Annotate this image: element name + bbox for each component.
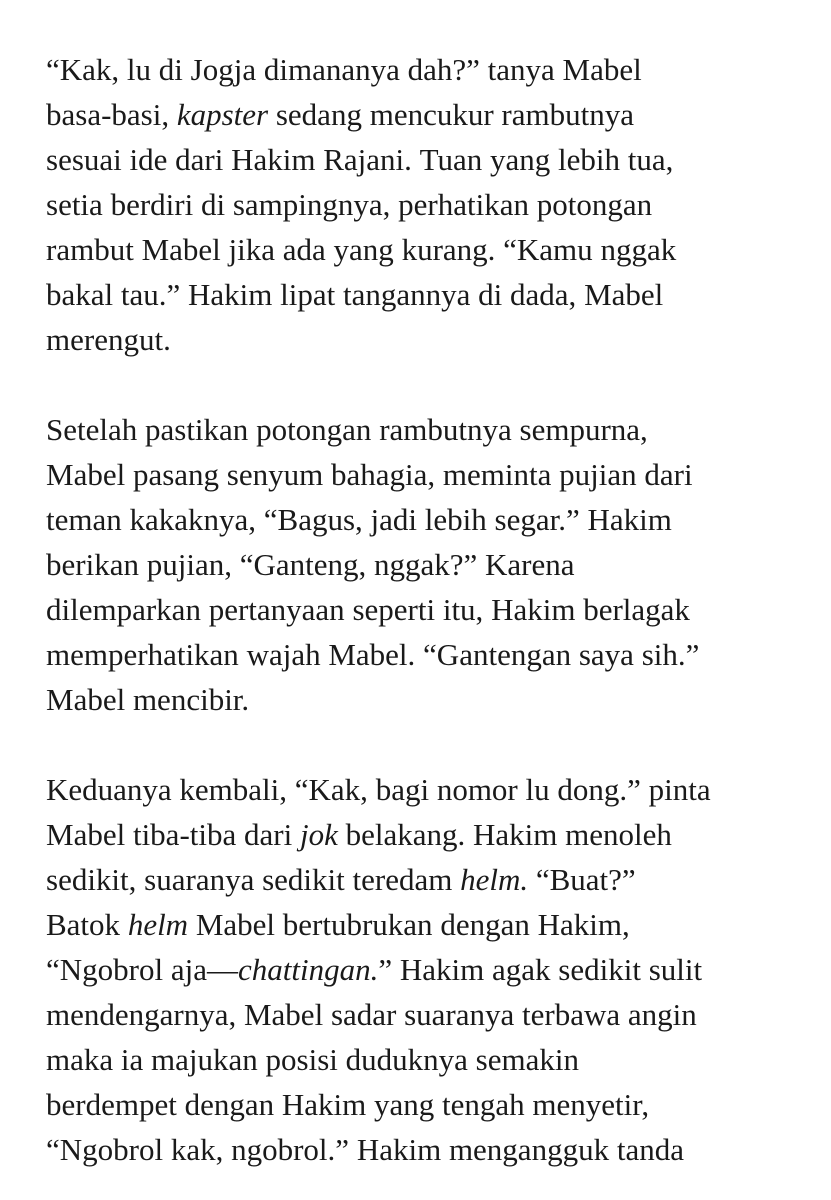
word: Mabel — [243, 997, 324, 1032]
word: dong.” — [557, 772, 641, 807]
word-space — [223, 1127, 231, 1172]
word: pertanyaan — [208, 592, 345, 627]
word-space — [239, 632, 247, 677]
word: sempurna, — [519, 412, 648, 447]
word: ada — [282, 232, 326, 267]
word: Jogja — [190, 52, 257, 87]
word: pujian — [559, 457, 637, 492]
word: suaranya — [404, 997, 515, 1032]
word-space — [366, 1082, 374, 1127]
word: meminta — [442, 457, 552, 492]
word: Hakim, — [537, 907, 630, 942]
word-space — [512, 407, 520, 452]
word-space — [177, 1082, 185, 1127]
word-space — [221, 227, 229, 272]
word-space — [274, 1082, 282, 1127]
word: aja— — [170, 952, 238, 987]
word-space — [275, 227, 283, 272]
word-space — [529, 182, 537, 227]
word: lebih — [558, 142, 621, 177]
text-line — [46, 227, 764, 272]
word: basa-basi, — [46, 97, 170, 132]
text-line — [46, 137, 764, 182]
italic-term: helm. — [460, 862, 529, 897]
word-space — [441, 1127, 449, 1172]
word-space — [484, 947, 492, 992]
paragraph — [46, 767, 764, 1172]
word: mengangguk — [448, 1132, 610, 1167]
word-space — [392, 947, 400, 992]
word-space — [495, 227, 503, 272]
word: pinta — [648, 772, 711, 807]
word: setia — [46, 187, 103, 222]
word-space — [323, 992, 331, 1037]
word: “Ganteng, — [239, 547, 367, 582]
word: bagi — [375, 772, 430, 807]
word: “Bagus, — [263, 502, 363, 537]
text-line — [46, 1082, 764, 1127]
word: kakaknya, — [129, 502, 257, 537]
word-space — [272, 272, 280, 317]
word-space — [482, 137, 490, 182]
word-space — [125, 452, 133, 497]
word: bertubrukan — [282, 907, 433, 942]
word-space — [530, 902, 538, 947]
word-space — [528, 857, 536, 902]
word-space — [483, 587, 491, 632]
word: sedikit, — [46, 862, 137, 897]
text-line — [46, 452, 764, 497]
text-line — [46, 767, 764, 812]
text-run: Mabel mencibir. — [46, 682, 250, 717]
text-line — [46, 1037, 764, 1082]
word: kembali, — [179, 772, 288, 807]
word: lebih — [424, 502, 487, 537]
word: nomor — [436, 772, 518, 807]
word: majukan — [151, 1042, 258, 1077]
word-space — [137, 407, 145, 452]
word-space — [201, 587, 209, 632]
word-space — [576, 272, 584, 317]
word-space — [396, 992, 404, 1037]
word: ide — [129, 142, 168, 177]
word: di — [200, 187, 226, 222]
word: memperhatikan — [46, 637, 239, 672]
word-space — [323, 452, 331, 497]
word: lu — [126, 52, 152, 87]
word: Batok — [46, 907, 121, 942]
text-line — [46, 182, 764, 227]
word: sedikit — [262, 862, 345, 897]
word-space — [362, 92, 370, 137]
word: sampingnya, — [232, 187, 391, 222]
word: “Ngobrol — [46, 1132, 164, 1167]
text-run: merengut. — [46, 322, 171, 357]
word-space — [163, 947, 171, 992]
word: “Buat?” — [535, 862, 636, 897]
word: maka — [46, 1042, 114, 1077]
word: sesuai — [46, 142, 122, 177]
word: duduknya — [345, 1042, 468, 1077]
word-space — [641, 767, 649, 812]
word-space — [417, 497, 425, 542]
word-space — [557, 812, 565, 857]
word: lipat — [280, 277, 336, 312]
word: pastikan — [145, 412, 249, 447]
word-space — [514, 992, 522, 1037]
word: rambutnya — [501, 97, 634, 132]
word: sedikit — [558, 952, 641, 987]
word-space — [366, 542, 374, 587]
word: “Gantengan — [423, 637, 572, 672]
word-space — [363, 497, 371, 542]
word: Setelah — [46, 412, 138, 447]
word-space — [136, 857, 144, 902]
word-space — [390, 182, 398, 227]
word-space — [188, 902, 196, 947]
word-space — [256, 497, 264, 542]
word: Hakim — [281, 1087, 367, 1122]
word-space — [119, 47, 127, 92]
word: tanya — [487, 52, 555, 87]
word-space — [183, 47, 191, 92]
word: tanda — [616, 1132, 684, 1167]
word: Hakim — [188, 277, 273, 312]
word: dari — [644, 457, 693, 492]
word-space — [193, 182, 201, 227]
word-space — [452, 857, 460, 902]
word-space — [477, 542, 485, 587]
paragraph — [46, 47, 764, 362]
text-line — [46, 857, 764, 902]
word-space — [609, 1127, 617, 1172]
text-line — [46, 47, 764, 92]
word-space — [275, 902, 283, 947]
word: mencukur — [369, 97, 494, 132]
word: dengan — [184, 1087, 275, 1122]
word: tengah — [442, 1087, 525, 1122]
word-space — [335, 272, 343, 317]
text-line — [46, 632, 764, 677]
word: yang — [373, 1087, 435, 1122]
word: yang — [333, 232, 394, 267]
word-space — [338, 1037, 346, 1082]
word-space — [338, 812, 346, 857]
text-line — [46, 317, 764, 362]
word-space — [580, 497, 588, 542]
word: Karena — [485, 547, 575, 582]
word: senyum — [226, 457, 324, 492]
word-space — [180, 272, 188, 317]
word-space — [412, 137, 420, 182]
word-space — [394, 227, 402, 272]
word: segar.” — [494, 502, 580, 537]
text-line — [46, 992, 764, 1037]
text-line — [46, 902, 764, 947]
word: sih.” — [641, 637, 700, 672]
word-space — [620, 137, 628, 182]
word: pujian, — [146, 547, 232, 582]
word: berlagak — [583, 592, 690, 627]
word: Hakim — [231, 142, 316, 177]
text-line — [46, 497, 764, 542]
text-line — [46, 947, 764, 992]
word: Tuan — [419, 142, 483, 177]
word: kak, — [170, 1132, 224, 1167]
word: wajah — [246, 637, 321, 672]
word-space — [236, 812, 244, 857]
italic-term: chattingan. — [237, 952, 379, 987]
word-space — [134, 227, 142, 272]
word: Mabel — [195, 907, 276, 942]
word-space — [122, 137, 130, 182]
word-space — [113, 1037, 121, 1082]
word: rambutnya — [379, 412, 512, 447]
word: agak — [491, 952, 551, 987]
word: menoleh — [565, 817, 672, 852]
word: menyetir, — [532, 1087, 650, 1122]
word-space — [434, 1082, 442, 1127]
word: dah?” — [407, 52, 480, 87]
word: jadi — [370, 502, 418, 537]
text-line — [46, 1127, 764, 1172]
word: Mabel — [141, 232, 221, 267]
word: perhatikan — [398, 187, 529, 222]
word-space — [487, 497, 495, 542]
word: di — [158, 52, 183, 87]
word-space — [502, 272, 510, 317]
word-space — [415, 632, 423, 677]
word: dilemparkan — [46, 592, 201, 627]
word: posisi — [265, 1042, 338, 1077]
word-space — [258, 1037, 266, 1082]
word: dada, — [510, 277, 577, 312]
word: ia — [120, 1042, 144, 1077]
word-space — [143, 1037, 151, 1082]
word: yang — [490, 142, 551, 177]
word: potongan — [536, 187, 653, 222]
word: mendengarnya, — [46, 997, 237, 1032]
word: dari — [244, 817, 293, 852]
word-space — [349, 1127, 357, 1172]
italic-term: kapster — [176, 97, 269, 132]
word: pasang — [132, 457, 220, 492]
word: tangannya — [343, 277, 471, 312]
word-space — [429, 767, 437, 812]
text-line — [46, 407, 764, 452]
word-space — [634, 632, 642, 677]
word-space — [435, 452, 443, 497]
word-space — [551, 452, 559, 497]
text-line — [46, 677, 764, 722]
word: berdempet — [46, 1087, 177, 1122]
word-space — [435, 587, 443, 632]
text-line — [46, 542, 764, 587]
italic-term: jok — [299, 817, 338, 852]
word-space — [345, 857, 353, 902]
word: bahagia, — [330, 457, 436, 492]
word-space — [103, 182, 111, 227]
book-page-text — [46, 47, 764, 1172]
word-space — [113, 272, 121, 317]
word: “Kamu — [503, 232, 593, 267]
word: angin — [627, 997, 697, 1032]
word-space — [225, 182, 233, 227]
word-space — [571, 632, 579, 677]
word: nggak?” — [374, 547, 478, 582]
word: Mabel — [584, 277, 664, 312]
word: teman — [46, 502, 122, 537]
word: rambut — [46, 232, 134, 267]
word: belakang. — [345, 817, 466, 852]
word-space — [236, 992, 244, 1037]
word-space — [641, 947, 649, 992]
word-space — [232, 542, 240, 587]
word: sedang — [275, 97, 362, 132]
word: ngobrol.” — [231, 1132, 350, 1167]
word-space — [400, 47, 408, 92]
word-space — [256, 47, 264, 92]
word-space — [518, 767, 526, 812]
word: kurang. — [401, 232, 496, 267]
text-line — [46, 92, 764, 137]
word-space — [465, 812, 473, 857]
word: sadar — [330, 997, 397, 1032]
word: bakal — [46, 277, 114, 312]
word-space — [223, 137, 231, 182]
word: Hakim — [491, 592, 576, 627]
word-space — [620, 992, 628, 1037]
word: di — [478, 277, 503, 312]
word: Mabel — [46, 817, 126, 852]
word: tau.” — [120, 277, 181, 312]
word: ” — [378, 952, 393, 987]
word: tiba-tiba — [132, 817, 237, 852]
word-space — [151, 47, 159, 92]
word: semakin — [475, 1042, 579, 1077]
word: Rajani. — [323, 142, 412, 177]
word-space — [480, 47, 488, 92]
word: teredam — [352, 862, 453, 897]
paragraph — [46, 407, 764, 722]
word-space — [163, 1127, 171, 1172]
word: Hakim — [472, 817, 558, 852]
word: sulit — [648, 952, 703, 987]
word: Keduanya — [46, 772, 172, 807]
word-space — [167, 137, 175, 182]
word-space — [169, 92, 177, 137]
word-space — [268, 92, 276, 137]
word-space — [248, 407, 256, 452]
word-space — [326, 227, 334, 272]
word-space — [139, 542, 147, 587]
italic-term: helm — [127, 907, 189, 942]
word-space — [368, 767, 376, 812]
word: seperti — [352, 592, 436, 627]
word: dimananya — [263, 52, 400, 87]
word-space — [287, 767, 295, 812]
word-space — [468, 1037, 476, 1082]
word: “Kak, — [294, 772, 368, 807]
word-space — [120, 902, 128, 947]
word: itu, — [442, 592, 484, 627]
word-space — [555, 47, 563, 92]
word: dari — [175, 142, 224, 177]
word: nggak — [600, 232, 677, 267]
word: berdiri — [110, 187, 194, 222]
word-space — [292, 812, 300, 857]
word: Mabel — [562, 52, 642, 87]
text-line — [46, 272, 764, 317]
word: “Ngobrol — [46, 952, 164, 987]
word: Hakim — [399, 952, 485, 987]
word: berikan — [46, 547, 139, 582]
word-space — [550, 137, 558, 182]
text-line — [46, 812, 764, 857]
word-space — [125, 812, 133, 857]
word: dengan — [440, 907, 530, 942]
word: Hakim — [356, 1132, 442, 1167]
word: lu — [525, 772, 550, 807]
word-space — [470, 272, 478, 317]
text-line — [46, 587, 764, 632]
word: “Kak, — [46, 52, 120, 87]
word: suaranya — [144, 862, 255, 897]
word-space — [254, 857, 262, 902]
word: tua, — [627, 142, 674, 177]
word-space — [219, 452, 227, 497]
word: Hakim — [587, 502, 672, 537]
word: Mabel. — [328, 637, 416, 672]
word: saya — [578, 637, 634, 672]
word-space — [122, 497, 130, 542]
word: jika — [228, 232, 276, 267]
word: Mabel — [46, 457, 126, 492]
word: terbawa — [522, 997, 621, 1032]
word: potongan — [256, 412, 372, 447]
